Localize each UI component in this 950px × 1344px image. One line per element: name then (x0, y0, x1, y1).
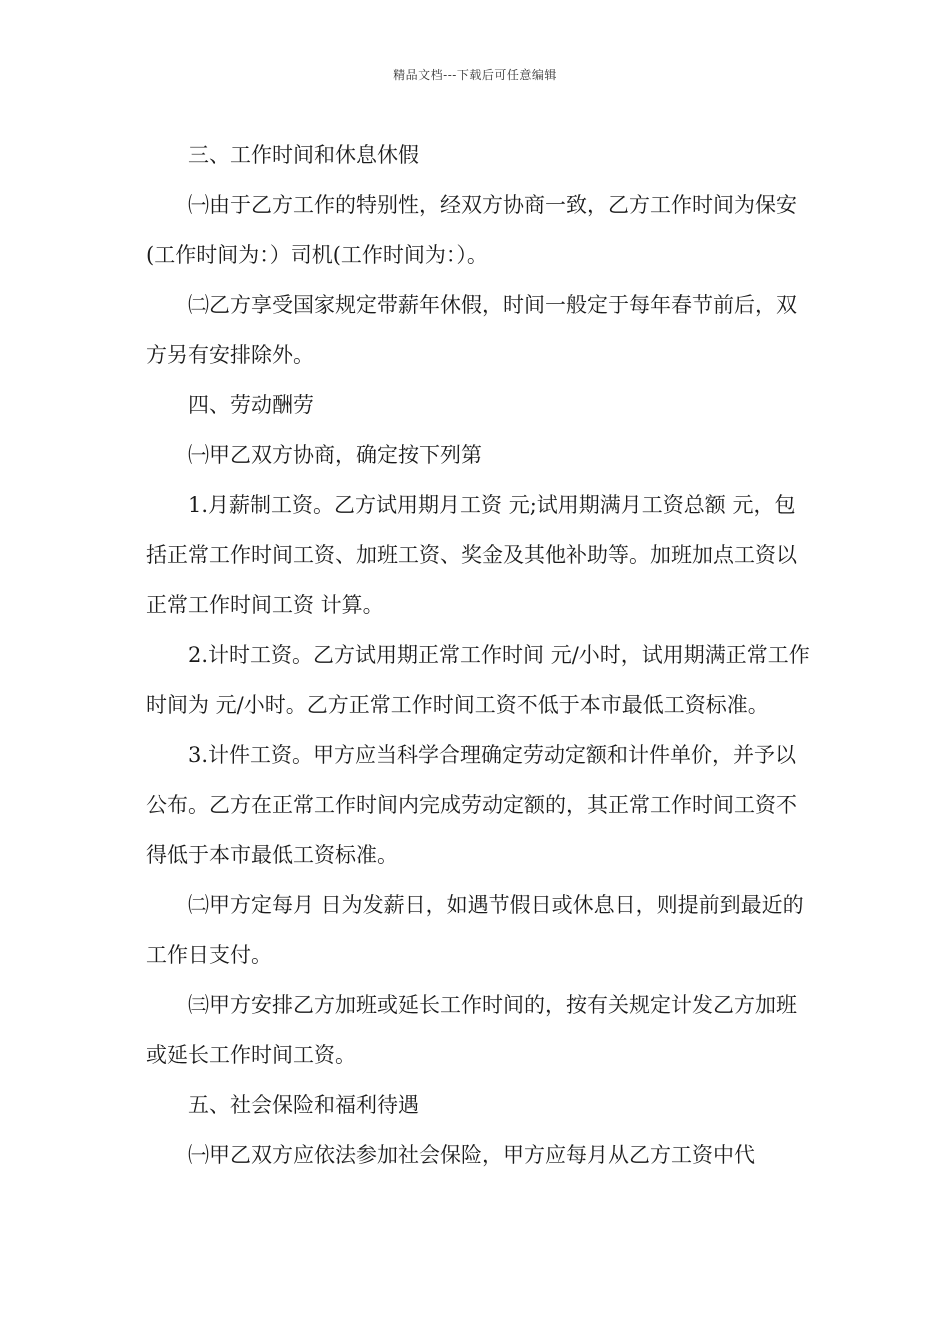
paragraph: ㈠由于乙方工作的特别性，经双方协商一致，乙方工作时间为保安(工作时间为：）司机(工作时间为：）。 (146, 193, 797, 267)
section-heading: 四、劳动酬劳 (188, 393, 314, 417)
paragraph: ㈡乙方享受国家规定带薪年休假，时间一般定于每年春节前后，双方另有安排除外。 (146, 293, 797, 367)
paragraph: ㈢甲方安排乙方加班或延长工作时间的，按有关规定计发乙方加班或延长工作时间工资。 (146, 993, 797, 1067)
paragraph: ㈠甲乙双方应依法参加社会保险，甲方应每月从乙方工资中代 (188, 1143, 755, 1167)
paragraph: ㈠甲乙双方协商，确定按下列第 (188, 443, 482, 467)
document-body (146, 130, 811, 1180)
paragraph: 3.计件工资。甲方应当科学合理确定劳动定额和计件单价，并予以公布。乙方在正常工作时间内完成劳动定额的，其正常工作时间工资不得低于本市最低工资标准。 (146, 743, 797, 867)
paragraph: ㈡甲方定每月 日为发薪日，如遇节假日或休息日，则提前到最近的工作日支付。 (146, 893, 804, 967)
page-header: 精品文档---下载后可任意编辑 (393, 68, 557, 82)
paragraph: 2.计时工资。乙方试用期正常工作时间 元/小时，试用期满正常工作时间为 元/小时。乙方正常工作时间工资不低于本市最低工资标准。 (146, 643, 810, 717)
section-heading: 五、社会保险和福利待遇 (188, 1093, 419, 1117)
section-heading: 三、工作时间和休息休假 (188, 143, 419, 167)
paragraph: 1.月薪制工资。乙方试用期月工资 元;试用期满月工资总额 元，包括正常工作时间工资、加班工资、奖金及其他补助等。加班加点工资以正常工作时间工资 计算。 (146, 493, 797, 617)
